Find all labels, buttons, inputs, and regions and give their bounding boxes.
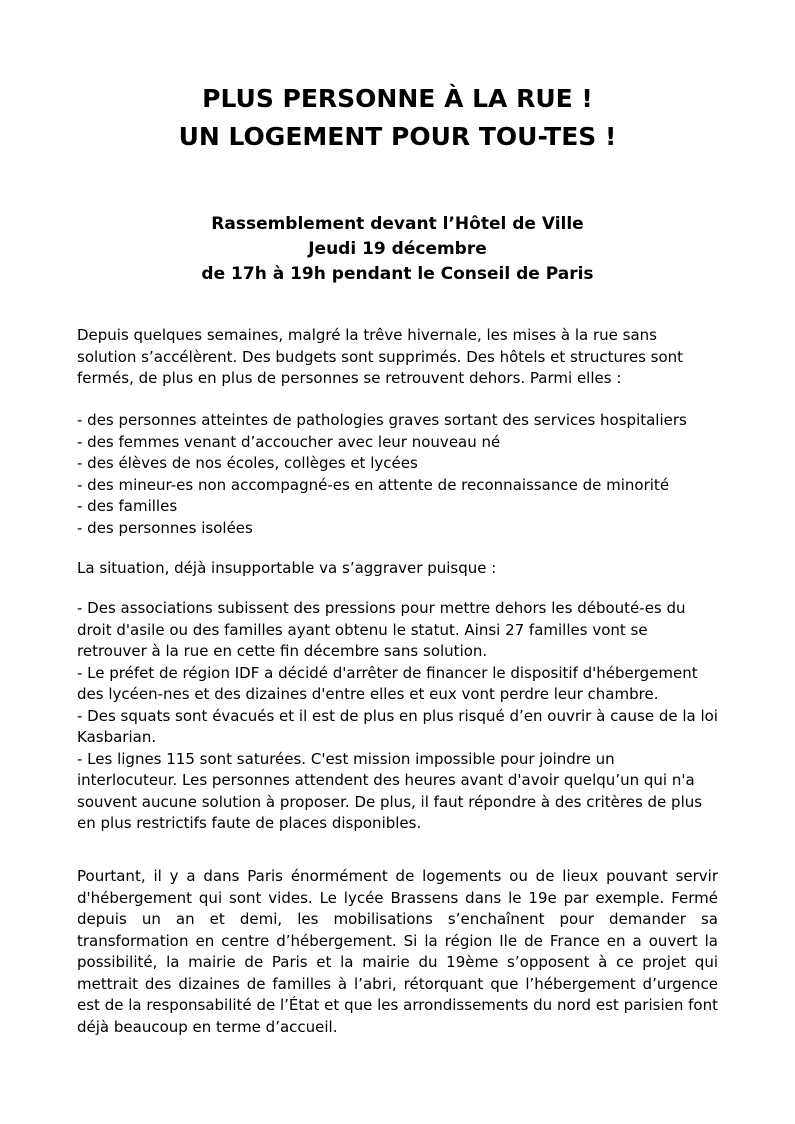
title-line-1: PLUS PERSONNE À LA RUE ! [202,84,593,113]
conclusion-paragraph [77,866,718,1038]
event-time: de 17h à 19h pendant le Conseil de Paris [201,264,594,284]
event-date: Jeudi 19 décembre [308,239,487,259]
title-line-2: UN LOGEMENT POUR TOU-TES ! [178,122,617,151]
conclusion-text: Pourtant, il y a dans Paris énormément de logements ou de lieux pouvant servir d'hébergement qui sont vides. Le lycée Brassens dans le 19e par exemple. Fermé depuis un an et demi, les mobilisations s’enchaînent pour demander sa transformation en centre d’hébergement. Si la région Ile de France en a ouvert la possibilité, la mairie de Paris et la mairie du 19ème s’opposent à ce projet qui mettrait des dizaines de familles à l’abri, rétorquant que l’hébergement d’urgence est de la responsabilité de l’État et que les arrondissements du nord est parisien font déjà beaucoup en terme d’accueil. [77,867,718,1036]
measure-item: - Des associations subissent des pressions pour mettre dehors les débouté-es du droit d'asile ou des familles ayant obtenu le statut. Ainsi 27 familles vont se retrouver à la rue en cette fin décembre sans solution. [77,599,686,660]
situation-paragraph [77,558,718,580]
intro-text: Depuis quelques semaines, malgré la trêve hivernale, les mises à la rue sans solution s’accélèrent. Des budgets sont supprimés. Des hôtels et structures sont fermés, de plus en plus de personnes se retrouvent dehors. Parmi elles : [77,326,684,387]
affected-people-list [77,410,718,539]
list-item: - des élèves de nos écoles, collèges et lycées [77,454,418,472]
list-item: - des personnes isolées [77,518,253,537]
event-details [0,212,795,287]
measure-item: - Des squats sont évacués et il est de plus en plus risqué d’en ouvrir à cause de la loi Kasbarian. [77,706,718,746]
page-title [0,80,795,156]
list-item: - des personnes atteintes de pathologies graves sortant des services hospitaliers [77,411,687,429]
intro-paragraph [77,325,718,390]
list-item: - des familles [77,497,178,515]
event-location: Rassemblement devant l’Hôtel de Ville [211,214,584,234]
list-item: - des mineur-es non accompagné-es en attente de reconnaissance de minorité [77,475,670,494]
measure-item: - Les lignes 115 sont saturées. C'est mission impossible pour joindre un interlocuteur. Les personnes attendent des heures avant d'avoir quelqu’un qui n'a souvent aucune solution à proposer. De plus, il faut répondre à des critères de plus en plus restrictifs faute de places disponibles. [77,749,703,832]
situation-text: La situation, déjà insupportable va s’aggraver puisque : [77,559,497,577]
list-item: - des femmes venant d’accoucher avec leur nouveau né [77,432,501,451]
measure-item: - Le préfet de région IDF a décidé d'arrêter de financer le dispositif d'hébergement des lycéen-nes et des dizaines d'entre elles et eux vont perdre leur chambre. [77,663,698,703]
measures-list [77,598,718,835]
